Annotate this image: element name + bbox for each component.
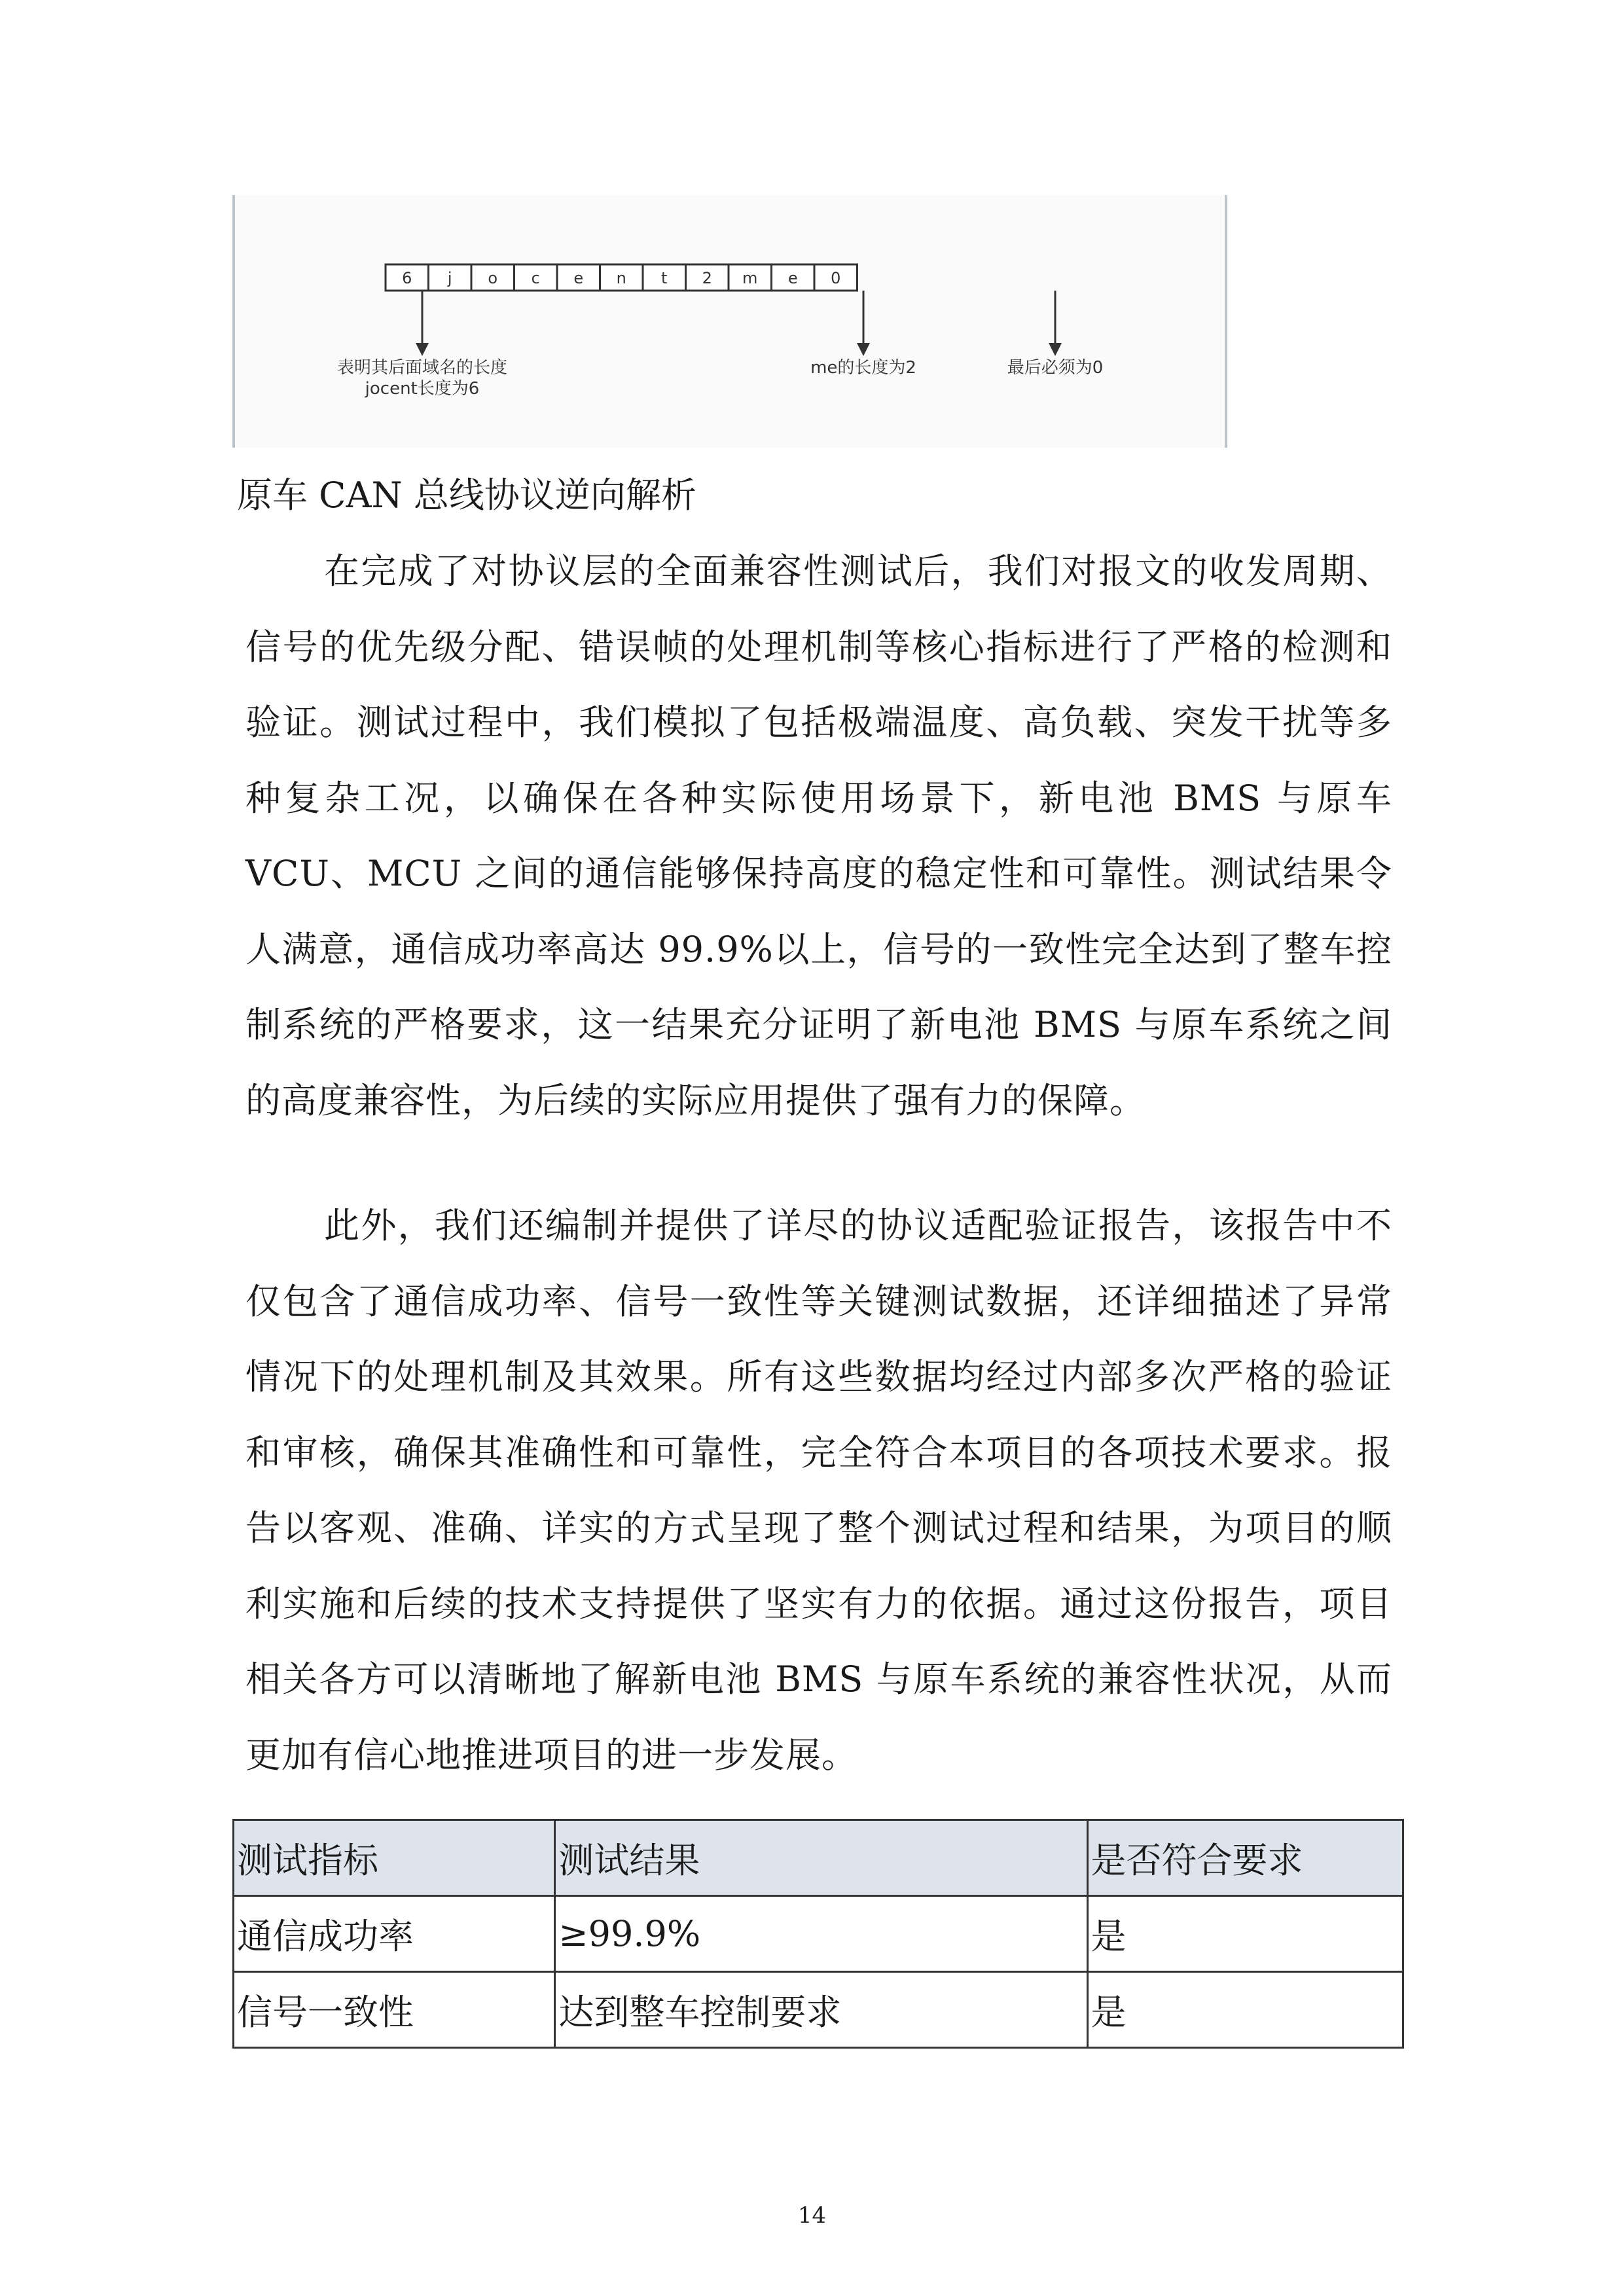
label-cell-char: 6: [402, 269, 412, 287]
label-cell-char: 0: [831, 269, 841, 287]
arrowhead-length-2: [857, 343, 870, 356]
table-header-row: [234, 1820, 1403, 1896]
label-cell-char: t: [661, 269, 668, 287]
annotation-terminator: 最后必须为0: [1007, 358, 1104, 378]
label-cell-char: n: [616, 269, 626, 287]
label-cells: [386, 264, 857, 291]
table-row: [234, 1896, 1403, 1972]
label-cell-char: c: [531, 269, 540, 287]
arrowhead-length-6: [416, 343, 429, 356]
dns-label-figure: [232, 195, 1227, 448]
figure-diagram: [235, 195, 1225, 448]
table-cell: 是: [1087, 1972, 1403, 2048]
annotation-me-length: me的长度为2: [810, 358, 916, 378]
annotation-domain-length: 表明其后面域名的长度: [336, 358, 508, 378]
label-cell-char: 2: [702, 269, 712, 287]
table-cell: 信号一致性: [234, 1972, 555, 2048]
test-result-table: [232, 1819, 1404, 2049]
table-cell: ≥99.9%: [555, 1896, 1087, 1972]
label-cell-char: j: [447, 269, 452, 287]
table-cell: 通信成功率: [234, 1896, 555, 1972]
arrowhead-terminator: [1049, 343, 1062, 356]
annotation-jocent-length: jocent长度为6: [365, 379, 480, 399]
paragraph-verification-report: 此外，我们还编制并提供了详尽的协议适配验证报告，该报告中不仅包含了通信成功率、信号一致性等关键测试数据，还详细描述了异常情况下的处理机制及其效果。所有这些数据均经过内部多次严格的验证和审核，确保其准确性和可靠性，完全符合本项目的各项技术要求。报告以客观、准确、详实的方式呈现了整个测试过程和结果，为项目的顺利实施和后续的技术支持提供了坚实有力的依据。通过这份报告，项目相关各方可以清晰地了解新电池 BMS 与原车系统的兼容性状况，从而更加有信心地推进项目的进一步发展。: [245, 1205, 1392, 1776]
label-cell-char: e: [787, 269, 798, 287]
table-cell: 是: [1087, 1896, 1403, 1972]
table-cell: 达到整车控制要求: [555, 1972, 1087, 2048]
header-compliance: 是否符合要求: [1087, 1820, 1403, 1896]
table-row: [234, 1972, 1403, 2048]
label-cell-char: o: [488, 269, 498, 287]
label-cell-char: m: [742, 269, 758, 287]
page-number: 14: [797, 2202, 827, 2229]
header-test-result: 测试结果: [555, 1820, 1087, 1896]
paragraph-compatibility-test: 在完成了对协议层的全面兼容性测试后，我们对报文的收发周期、信号的优先级分配、错误帧的处理机制等核心指标进行了严格的检测和验证。测试过程中，我们模拟了包括极端温度、高负载、突发干扰等多种复杂工况，以确保在各种实际使用场景下，新电池 BMS 与原车 VCU、MCU 之间的通信能够保持高度的稳定性和可靠性。测试结果令人满意，通信成功率高达 99.9%以上，信号的一致性完全达到了整车控制系统的严格要求，这一结果充分证明了新电池 BMS 与原车系统之间的高度兼容性，为后续的实际应用提供了强有力的保障。: [245, 550, 1392, 1121]
figure-caption: 原车 CAN 总线协议逆向解析: [237, 475, 696, 516]
label-cell-char: e: [573, 269, 584, 287]
header-test-metric: 测试指标: [234, 1820, 555, 1896]
